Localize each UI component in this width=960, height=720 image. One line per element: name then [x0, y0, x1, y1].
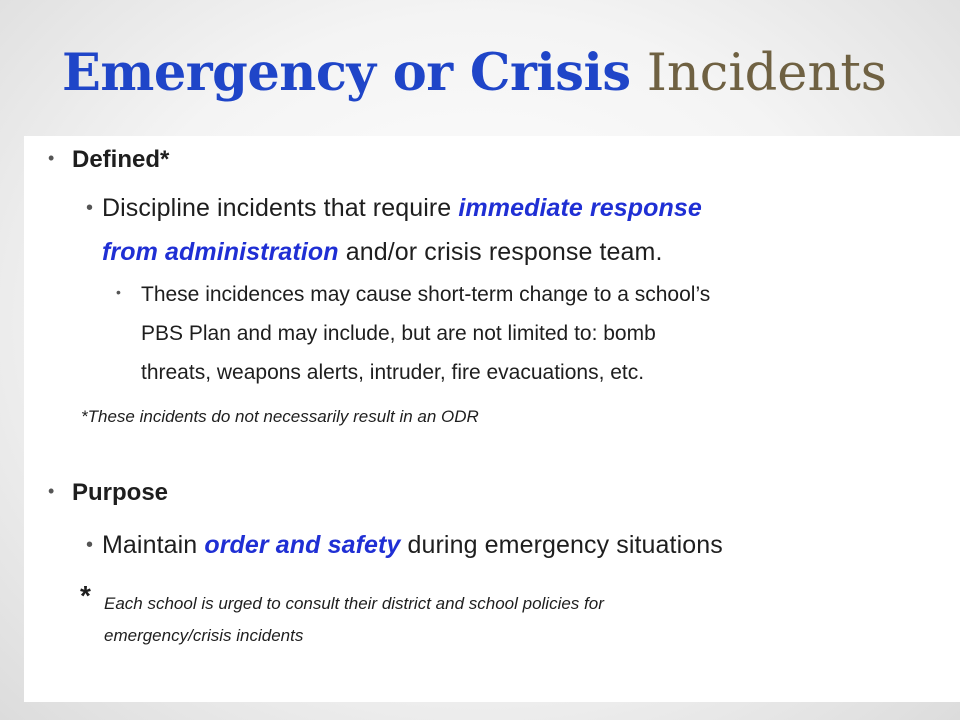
bullet-dot: • [48, 481, 55, 501]
footnote-line-2: emergency/crisis incidents [104, 626, 304, 645]
defined-text-2: and/or crisis response team. [338, 238, 663, 266]
defined-line-1 [102, 194, 702, 223]
heading-defined: Defined* [72, 146, 170, 173]
odr-note: *These incidents do not necessarily result in an ODR [81, 407, 479, 426]
footnote-line-1: Each school is urged to consult their district and school policies for [104, 594, 604, 613]
detail-line-3: threats, weapons alerts, intruder, fire evacuations, etc. [141, 361, 645, 384]
bullet-dot: • [86, 197, 94, 219]
bullet-dot: • [116, 284, 121, 300]
title-strong: Emergency or Crisis [62, 43, 631, 103]
footnote-star: * [80, 580, 91, 611]
bullet-dot: • [86, 534, 94, 556]
slide-title [62, 38, 887, 109]
purpose-text-1: Maintain [102, 531, 205, 559]
defined-emphasis-2: from administration [102, 238, 339, 266]
heading-purpose: Purpose [72, 479, 169, 506]
title-light: Incidents [630, 44, 887, 103]
defined-emphasis-1: immediate response [458, 194, 702, 222]
defined-line-2 [102, 238, 663, 267]
defined-text-1: Discipline incidents that require [102, 194, 459, 222]
purpose-line [102, 531, 723, 560]
purpose-emphasis: order and safety [204, 531, 401, 559]
purpose-text-2: during emergency situations [400, 531, 723, 559]
bullet-dot: • [48, 148, 55, 168]
detail-line-2: PBS Plan and may include, but are not limited to: bomb [141, 322, 656, 345]
detail-line-1: These incidences may cause short-term change to a school’s [141, 283, 711, 306]
